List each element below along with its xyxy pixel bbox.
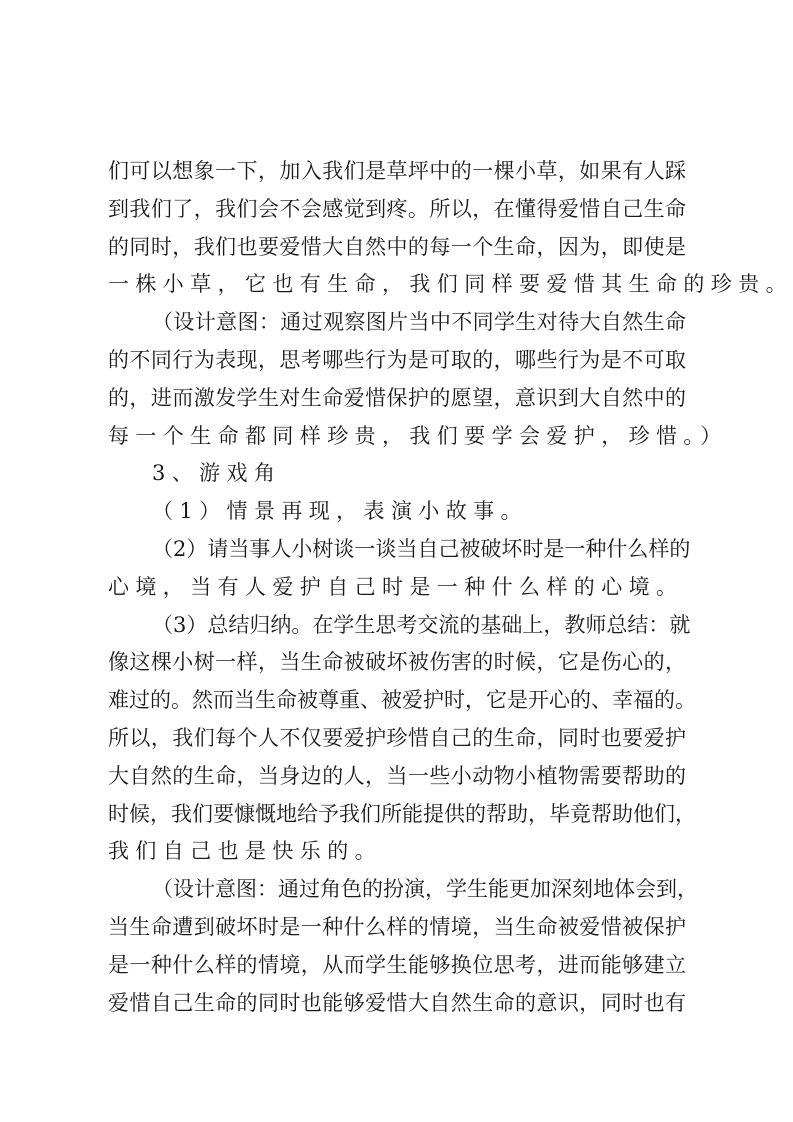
text-line: 到我们了，我们会不会感觉到疼。所以，在懂得爱惜自己生命 (108, 196, 686, 221)
text-line: 3、游戏角 (152, 461, 282, 486)
paragraph (108, 455, 686, 493)
text-line: （1）情景再现，表演小故事。 (152, 499, 528, 524)
text-line: 心境，当有人爱护自己时是一种什么样的心境。 (108, 574, 684, 599)
document-body (108, 153, 793, 1022)
text-line: （设计意图：通过观察图片当中不同学生对待大自然生命 (152, 310, 686, 335)
paragraph (108, 871, 698, 1022)
text-line: 的同时，我们也要爱惜大自然中的每一个生命，因为，即使是 (108, 234, 686, 259)
text-line: 大自然的生命，当身边的人，当一些小动物小植物需要帮助的 (108, 763, 686, 788)
paragraph (108, 153, 793, 304)
text-line: （3）总结归纳。在学生思考交流的基础上，教师总结：就 (152, 612, 691, 637)
text-line: （设计意图：通过角色的扮演，学生能更加深刻地体会到， (152, 877, 698, 902)
text-line: 们可以想象一下，加入我们是草坪中的一棵小草，如果有人踩 (108, 159, 686, 183)
text-line: 是一种什么样的情境，从而学生能够换位思考，进而能够建立 (108, 952, 686, 977)
text-line: （2）请当事人小树谈一谈当自己被破坏时是一种什么样的 (152, 536, 691, 561)
paragraph (108, 493, 686, 531)
text-line: 像这棵小树一样，当生命被破坏被伤害的时候，它是伤心的， (108, 650, 686, 675)
paragraph (108, 304, 728, 455)
text-line: 难过的。然而当生命被尊重、被爱护时，它是开心的、幸福的。 (108, 688, 696, 713)
text-line: 每一个生命都同样珍贵，我们要学会爱护，珍惜。） (108, 423, 728, 448)
text-line: 我们自己也是快乐的。 (108, 839, 382, 864)
text-line: 一株小草，它也有生命，我们同样要爱惜其生命的珍贵。 (108, 272, 793, 297)
text-line: 所以，我们每个人不仅要爱护珍惜自己的生命，同时也要爱护 (108, 725, 686, 750)
paragraph (108, 607, 696, 872)
text-line: 的，进而激发学生对生命爱惜保护的愿望，意识到大自然中的 (108, 385, 686, 410)
paragraph (108, 531, 691, 607)
text-line: 时候，我们要慷慨地给予我们所能提供的帮助，毕竟帮助他们， (108, 801, 696, 826)
text-line: 的不同行为表现，思考哪些行为是可取的，哪些行为是不可取 (108, 347, 686, 372)
text-line: 当生命遭到破坏时是一种什么样的情境，当生命被爱惜被保护 (108, 914, 686, 939)
text-line: 爱惜自己生命的同时也能够爱惜大自然生命的意识，同时也有 (108, 990, 686, 1015)
